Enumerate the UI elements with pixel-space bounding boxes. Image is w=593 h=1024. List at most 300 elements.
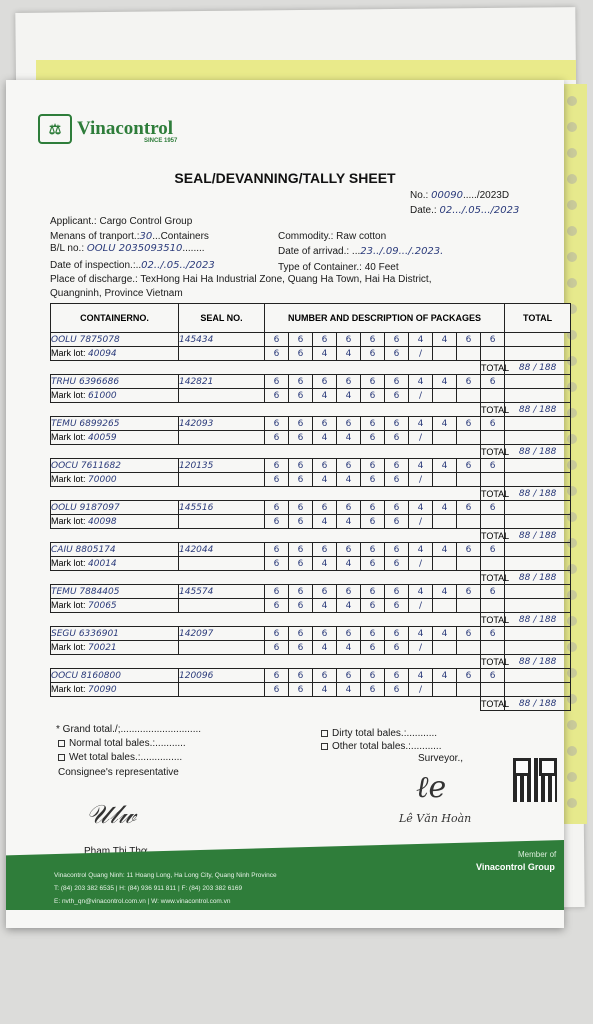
seal-number: 142093 (179, 417, 265, 431)
package-count: 6 (457, 417, 481, 431)
container-row (51, 669, 571, 683)
package-count: 6 (289, 501, 313, 515)
footer-phones: T: (84) 203 382 6535 | H: (84) 936 911 811 | F: (84) 203 382 6169 (54, 885, 243, 892)
package-count: 6 (313, 417, 337, 431)
container-row (51, 375, 571, 389)
package-count (481, 389, 505, 403)
seal-number: 120135 (179, 459, 265, 473)
package-count: 6 (361, 515, 385, 529)
package-count: 6 (289, 347, 313, 361)
package-count (433, 557, 457, 571)
package-count: 6 (361, 543, 385, 557)
package-count: 6 (457, 333, 481, 347)
consignee-name: Phạm Thị Thơ (84, 846, 148, 857)
col-seal-header: SEAL NO. (179, 304, 265, 333)
package-count: 6 (337, 585, 361, 599)
surveyor-label: Surveyor., (418, 753, 464, 764)
consignee-signature: 𝒰𝓁𝓌 (86, 800, 137, 830)
package-count: 6 (313, 501, 337, 515)
mark-lot: Mark lot: 70000 (51, 473, 179, 487)
package-count: 6 (361, 557, 385, 571)
package-count: / (409, 599, 433, 613)
footer-member-of: Member of (518, 850, 557, 859)
package-count (457, 515, 481, 529)
package-count: 6 (265, 375, 289, 389)
package-count: 4 (433, 543, 457, 557)
seal-number: 145434 (179, 333, 265, 347)
mark-lot-row (51, 347, 571, 361)
package-count: / (409, 641, 433, 655)
total-spacer (51, 361, 481, 375)
total-spacer (51, 697, 481, 711)
package-count: 4 (409, 375, 433, 389)
package-count (457, 473, 481, 487)
mark-lot: Mark lot: 70021 (51, 641, 179, 655)
total-cell (505, 683, 571, 697)
bl-number: B/L no.: OOLU 2035093510........ (50, 243, 205, 254)
package-count: 6 (457, 375, 481, 389)
mark-lot-blank (179, 641, 265, 655)
package-count (433, 683, 457, 697)
mark-lot: Mark lot: 40014 (51, 557, 179, 571)
package-count (481, 431, 505, 445)
package-count (457, 641, 481, 655)
total-label: TOTAL (481, 530, 510, 541)
checkbox-icon (321, 743, 328, 750)
package-count: 6 (289, 333, 313, 347)
total-value: 88 / 188 (505, 445, 571, 459)
package-count: 6 (313, 375, 337, 389)
package-count: 6 (313, 585, 337, 599)
seal-number: 145574 (179, 585, 265, 599)
package-count: 6 (265, 585, 289, 599)
package-count (457, 557, 481, 571)
package-count: 6 (385, 585, 409, 599)
package-count: 4 (433, 375, 457, 389)
total-cell (505, 417, 571, 431)
package-count: 6 (481, 459, 505, 473)
package-count (433, 515, 457, 529)
package-count (481, 599, 505, 613)
total-row (51, 445, 571, 459)
mark-lot-blank (179, 431, 265, 445)
package-count: 4 (433, 627, 457, 641)
mark-lot-blank (179, 599, 265, 613)
package-count: / (409, 515, 433, 529)
package-count: 6 (289, 557, 313, 571)
table-header-row (51, 304, 571, 333)
package-count: 6 (385, 557, 409, 571)
dirty-total-bales: Dirty total bales.:........... (321, 728, 437, 739)
container-row (51, 501, 571, 515)
total-value: 88 / 188 (505, 571, 571, 585)
mark-lot-blank (179, 473, 265, 487)
package-count: 4 (433, 417, 457, 431)
mark-lot-blank (179, 347, 265, 361)
total-cell (505, 375, 571, 389)
mark-lot: Mark lot: 40059 (51, 431, 179, 445)
package-count: 4 (313, 599, 337, 613)
package-count (433, 641, 457, 655)
total-value: 88 / 188 (505, 529, 571, 543)
package-count: 4 (409, 501, 433, 515)
total-spacer (51, 445, 481, 459)
col-total-header: TOTAL (505, 304, 571, 333)
package-count (481, 641, 505, 655)
package-count (481, 347, 505, 361)
package-count: 4 (313, 641, 337, 655)
package-count: 6 (385, 333, 409, 347)
total-value: 88 / 188 (505, 697, 571, 711)
package-count: 6 (481, 543, 505, 557)
package-count: 6 (289, 683, 313, 697)
total-cell (505, 669, 571, 683)
total-cell (505, 431, 571, 445)
total-cell (505, 641, 571, 655)
package-count: 4 (313, 389, 337, 403)
package-count: 6 (385, 669, 409, 683)
package-count: 4 (337, 557, 361, 571)
package-count: 6 (337, 417, 361, 431)
package-count (433, 431, 457, 445)
mark-lot-row (51, 515, 571, 529)
punch-hole (567, 252, 577, 262)
package-count: 6 (265, 599, 289, 613)
mark-lot-blank (179, 515, 265, 529)
package-count (457, 347, 481, 361)
package-count: 6 (481, 627, 505, 641)
package-count: 6 (385, 431, 409, 445)
consignee-representative: Consignee's representative (58, 767, 179, 778)
doc-date: Date.: 02.../.05.../2023 (410, 205, 520, 216)
total-row (51, 403, 571, 417)
package-count: 4 (337, 599, 361, 613)
total-cell (505, 459, 571, 473)
place-of-discharge-2: Quangninh, Province Vietnam (50, 288, 183, 299)
punch-hole (567, 122, 577, 132)
package-count: 4 (337, 431, 361, 445)
seal-number: 142821 (179, 375, 265, 389)
container-row (51, 585, 571, 599)
package-count: 6 (361, 627, 385, 641)
package-count: 4 (433, 333, 457, 347)
package-count (457, 599, 481, 613)
container-number: SEGU 6336901 (51, 627, 179, 641)
package-count: 4 (433, 669, 457, 683)
package-count: 6 (265, 641, 289, 655)
package-count: 4 (409, 459, 433, 473)
package-count: 6 (289, 585, 313, 599)
total-cell (505, 599, 571, 613)
mark-lot-row (51, 389, 571, 403)
package-count (481, 473, 505, 487)
package-count: 4 (409, 417, 433, 431)
document-title: SEAL/DEVANNING/TALLY SHEET (174, 170, 396, 186)
total-spacer (51, 655, 481, 669)
package-count: 6 (265, 347, 289, 361)
package-count: 4 (313, 515, 337, 529)
total-spacer (51, 529, 481, 543)
checkbox-icon (58, 754, 65, 761)
package-count: 6 (289, 641, 313, 655)
package-count: 4 (313, 683, 337, 697)
container-row (51, 459, 571, 473)
punch-hole (567, 200, 577, 210)
total-spacer (51, 613, 481, 627)
package-count: 6 (361, 501, 385, 515)
punch-hole (567, 148, 577, 158)
punch-hole (567, 174, 577, 184)
surveyor-signature-name: Lê Văn Hoàn (399, 812, 472, 825)
wet-total-bales: Wet total bales.:............... (58, 752, 182, 763)
total-value: 88 / 188 (505, 655, 571, 669)
package-count: 6 (265, 627, 289, 641)
total-cell (505, 347, 571, 361)
total-spacer (51, 487, 481, 501)
total-row (51, 655, 571, 669)
punch-hole (567, 278, 577, 288)
package-count: 6 (457, 669, 481, 683)
total-label: TOTAL (481, 488, 510, 499)
normal-total-bales: Normal total bales.:........... (58, 738, 186, 749)
footer-email: E: nvth_qn@vinacontrol.com.vn | W: www.vinacontrol.com.vn (54, 898, 231, 905)
package-count (481, 683, 505, 697)
package-count (433, 347, 457, 361)
total-spacer (51, 403, 481, 417)
total-cell (505, 557, 571, 571)
package-count: 6 (385, 417, 409, 431)
date-of-inspection: Date of inspection.:..02../.05../2023 (50, 260, 215, 271)
package-count: 6 (265, 389, 289, 403)
package-count: 6 (361, 641, 385, 655)
package-count: 4 (337, 473, 361, 487)
total-label: TOTAL (481, 404, 510, 415)
package-count: 6 (337, 669, 361, 683)
tally-table (50, 303, 571, 711)
package-count: 6 (361, 347, 385, 361)
total-label: TOTAL (481, 572, 510, 583)
container-row (51, 627, 571, 641)
package-count: 4 (409, 669, 433, 683)
punch-hole (567, 96, 577, 106)
package-count (433, 389, 457, 403)
mark-lot-row (51, 473, 571, 487)
total-cell (505, 473, 571, 487)
package-count: 6 (289, 627, 313, 641)
container-number: TEMU 7884405 (51, 585, 179, 599)
container-number: OOCU 7611682 (51, 459, 179, 473)
package-count: 6 (385, 543, 409, 557)
package-count: 6 (313, 627, 337, 641)
package-count: 4 (409, 585, 433, 599)
package-count: 6 (265, 333, 289, 347)
package-count: 6 (265, 543, 289, 557)
doc-number: No.: 00090...../2023D (410, 190, 510, 201)
mark-lot-row (51, 683, 571, 697)
package-count: 6 (361, 669, 385, 683)
package-count: 6 (265, 459, 289, 473)
total-row (51, 361, 571, 375)
package-count: 4 (433, 459, 457, 473)
package-count: 6 (289, 669, 313, 683)
package-count: 6 (481, 585, 505, 599)
date-of-arrival: Date of arrivad.: ...23../.09.../.2023. (278, 246, 444, 257)
package-count (433, 599, 457, 613)
package-count: 6 (289, 473, 313, 487)
total-cell (505, 501, 571, 515)
total-cell (505, 585, 571, 599)
total-label: TOTAL (481, 656, 510, 667)
package-count: 6 (289, 417, 313, 431)
container-number: TEMU 6899265 (51, 417, 179, 431)
package-count (481, 515, 505, 529)
container-row (51, 543, 571, 557)
mark-lot: Mark lot: 70065 (51, 599, 179, 613)
total-label: TOTAL (481, 446, 510, 457)
package-count: 6 (385, 683, 409, 697)
logo-since: SINCE 1957 (144, 138, 178, 144)
mark-lot: Mark lot: 40094 (51, 347, 179, 361)
package-count: 6 (289, 431, 313, 445)
package-count: 6 (385, 375, 409, 389)
package-count: 6 (457, 627, 481, 641)
mark-lot-row (51, 641, 571, 655)
package-count: 6 (385, 641, 409, 655)
total-value: 88 / 188 (505, 613, 571, 627)
footer-group: Vinacontrol Group (476, 862, 555, 872)
package-count: 6 (265, 473, 289, 487)
package-count: 6 (361, 473, 385, 487)
total-value: 88 / 188 (505, 403, 571, 417)
package-count: 6 (385, 515, 409, 529)
package-count: 6 (361, 431, 385, 445)
punch-hole (567, 226, 577, 236)
surveyor-signature-mark: ℓe (416, 770, 447, 805)
mark-lot-row (51, 431, 571, 445)
package-count (457, 683, 481, 697)
grand-total: * Grand total./;............................. (56, 724, 202, 735)
package-count: 4 (337, 347, 361, 361)
package-count (481, 557, 505, 571)
container-number: CAIU 8805174 (51, 543, 179, 557)
container-number: OOCU 8160800 (51, 669, 179, 683)
total-label: TOTAL (481, 698, 510, 709)
total-row (51, 529, 571, 543)
package-count: 6 (457, 585, 481, 599)
package-count: / (409, 473, 433, 487)
package-count: 6 (361, 389, 385, 403)
package-count (457, 389, 481, 403)
mark-lot-blank (179, 557, 265, 571)
punch-hole (567, 746, 577, 756)
package-count: 6 (385, 459, 409, 473)
total-spacer (51, 571, 481, 585)
package-count: 6 (385, 389, 409, 403)
package-count: 6 (361, 585, 385, 599)
package-count: 6 (265, 417, 289, 431)
package-count: 6 (457, 543, 481, 557)
package-count: 6 (361, 417, 385, 431)
package-count: 6 (385, 347, 409, 361)
other-total-bales: Other total bales.:........... (321, 741, 442, 752)
checkbox-icon (58, 740, 65, 747)
punch-hole (567, 720, 577, 730)
package-count: 4 (409, 333, 433, 347)
package-count: 4 (337, 515, 361, 529)
total-row (51, 487, 571, 501)
package-count: 6 (265, 431, 289, 445)
package-count: 6 (337, 543, 361, 557)
mark-lot-row (51, 557, 571, 571)
package-count: 6 (481, 375, 505, 389)
package-count: 6 (265, 501, 289, 515)
col-container-header: CONTAINERNO. (51, 304, 179, 333)
total-row (51, 697, 571, 711)
qr-code (513, 758, 557, 802)
package-count: 6 (385, 627, 409, 641)
seal-number: 142044 (179, 543, 265, 557)
mark-lot: Mark lot: 40098 (51, 515, 179, 529)
package-count: 4 (337, 641, 361, 655)
package-count: 6 (337, 501, 361, 515)
package-count: 4 (313, 431, 337, 445)
package-count: 6 (289, 389, 313, 403)
package-count: 4 (313, 473, 337, 487)
footer-address: Vinacontrol Quang Ninh: 11 Hoang Long, Ha Long City, Quang Ninh Province (54, 872, 277, 879)
total-label: TOTAL (481, 362, 510, 373)
package-count: 6 (313, 459, 337, 473)
package-count: 6 (265, 683, 289, 697)
package-count: 6 (313, 333, 337, 347)
package-count: 6 (481, 501, 505, 515)
package-count: 6 (289, 515, 313, 529)
mark-lot-blank (179, 683, 265, 697)
total-cell (505, 333, 571, 347)
container-row (51, 333, 571, 347)
package-count: 6 (289, 459, 313, 473)
mark-lot: Mark lot: 70090 (51, 683, 179, 697)
container-number: OOLU 9187097 (51, 501, 179, 515)
package-count (433, 473, 457, 487)
total-label: TOTAL (481, 614, 510, 625)
package-count: 6 (385, 501, 409, 515)
commodity: Commodity.: Raw cotton (278, 231, 387, 242)
total-cell (505, 515, 571, 529)
package-count: / (409, 389, 433, 403)
container-number: TRHU 6396686 (51, 375, 179, 389)
package-count: / (409, 683, 433, 697)
seal-number: 145516 (179, 501, 265, 515)
total-row (51, 613, 571, 627)
package-count: / (409, 347, 433, 361)
applicant: Applicant.: Cargo Control Group (50, 216, 193, 227)
means-of-transport: Menans of tranport.:30...Containers (50, 231, 209, 242)
package-count: 6 (337, 333, 361, 347)
package-count: 6 (361, 375, 385, 389)
package-count: 4 (313, 347, 337, 361)
package-count: 6 (385, 599, 409, 613)
carbon-copy-strip (36, 60, 576, 80)
seal-number: 120096 (179, 669, 265, 683)
mark-lot-row (51, 599, 571, 613)
package-count: 6 (385, 473, 409, 487)
container-number: OOLU 7875078 (51, 333, 179, 347)
package-count: 6 (457, 501, 481, 515)
package-count: 4 (409, 627, 433, 641)
container-type: Type of Container.: 40 Feet (278, 262, 399, 273)
package-count: / (409, 557, 433, 571)
package-count (457, 431, 481, 445)
